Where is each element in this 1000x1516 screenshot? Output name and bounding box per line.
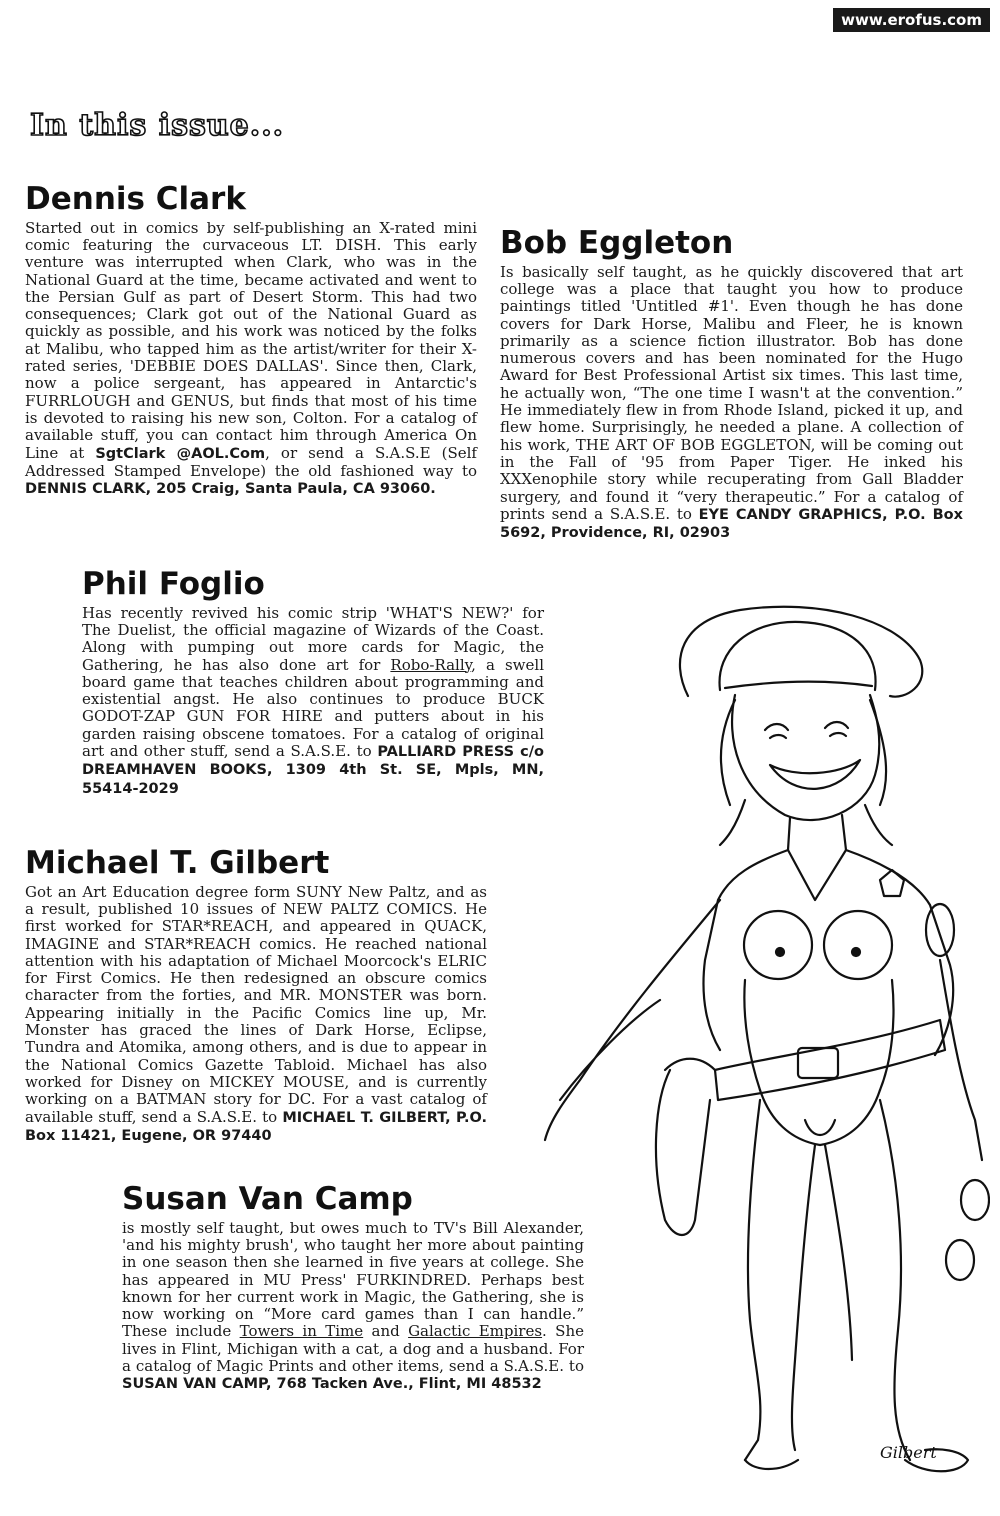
bio-and: and [363,1322,409,1341]
badge [880,870,904,896]
bio-body: Started out in comics by self-publishing an X-rated mini comic featuring the curvaceous LT. DISH. This early venture was interrupted when Clark, who was in the National Guard at the time, became activated and went to the Persian Gulf as part of Desert Storm. This had two consequences; Clark got out of the National Guard as quickly as possible, and his work was noticed by the folks at Malibu, who tapped him as the artist/writer for their X-rated series, 'DEBBIE DOES DALLAS'. Since then, Clark, now a police sergeant, has appeared in Antarctic's FURRLOUGH and GENUS, but finds that most of his time is devoted to raising his new son, Colton. For a catalog of available stuff, you can contact him through America On Line at [25,218,477,462]
bio-name: Michael T. Gilbert [25,845,330,881]
bio-name: Bob Eggleton [500,225,734,261]
hat-brim [680,607,922,697]
torso-left [744,980,760,1090]
bio-phil-foglio [82,567,544,798]
face [732,695,879,820]
arm-left [545,900,720,1140]
breast-right [824,911,892,979]
gun-grip [665,1059,715,1070]
foot-left [745,1460,798,1469]
cowgirl-illustration [520,600,990,1480]
hat-band [725,682,872,688]
bio-title-1: Towers in Time [239,1322,364,1341]
bio-name: Phil Foglio [82,566,265,602]
smile [770,760,860,789]
bio-bob-eggleton [500,226,963,542]
leg-left [745,1100,760,1460]
holster [656,1070,710,1235]
bio-dennis-clark [25,182,477,498]
bio-text [25,220,477,499]
bio-name: Susan Van Camp [122,1181,413,1217]
bio-body-2: , a swell board game that teaches children about programming and existential angst. He also continues to produce BUCK GODOT-ZAP GUN FOR HIRE and putters about in his garden raising obscene tomatoes. For a catalog of original art and other stuff, send a S.A.S.E. to [82,655,544,761]
handcuff-2 [946,1240,974,1280]
bio-address: SUSAN VAN CAMP, 768 Tacken Ave., Flint, MI 48532 [122,1376,542,1393]
artist-signature: Gilbert [880,1443,937,1462]
leg-left-inner [792,1145,815,1450]
eye-right [825,722,848,736]
hat-crown [720,622,876,690]
bio-text [500,264,963,543]
bio-title-2: Galactic Empires [408,1322,543,1341]
bio-text [82,605,544,798]
bio-address: DENNIS CLARK, 205 Craig, Santa Paula, CA 93060. [25,481,436,498]
arm-right [940,960,982,1160]
watermark: www.erofus.com [833,8,990,32]
shirt-right [846,850,953,1055]
bio-text [122,1220,584,1394]
bio-address: PALLIARD PRESS c/o DREAMHAVEN BOOKS, 1309 4th St. SE, Mpls, MN, 55414-2029 [82,744,544,797]
bio-address: EYE CANDY GRAPHICS, P.O. Box 5692, Providence, RI, 02903 [500,506,963,542]
belt [715,1020,945,1100]
bio-name: Dennis Clark [25,181,246,217]
eye-left [765,724,788,738]
leg-right-inner [825,1145,852,1360]
bio-michael-gilbert [25,846,487,1145]
page-heading: In this issue... [30,108,285,143]
leg-right [880,1100,910,1460]
bio-body-2: . She lives in Flint, Michigan with a cat, a dog and a husband. For a catalog of Magic Prints and other items, send a S.A.S.E. to [122,1322,584,1376]
breast-left [744,911,812,979]
bio-body: Got an Art Education degree form SUNY New Paltz, and as a result, published 10 issues of NEW PALTZ COMICS. He first worked for STAR*REACH, and appeared in QUACK, IMAGINE and STAR*REACH comics. He reached national attention with his adaptation of Michael Moorcock's ELRIC for First Comics. He then redesigned an obscure comics character from the forties, and MR. MONSTER was born. Appearing initially in the Pacific Comics line up, Mr. Monster has graced the lines of Dark Horse, Eclipse, Tundra and Atomika, among others, and is due to appear in the National Comics Gazette Tabloid. Michael has also worked for Disney on MICKEY MOUSE, and is currently working on a BATMAN story for DC. For a vast catalog of available stuff, send a S.A.S.E. to [25,882,487,1126]
bio-body: is mostly self taught, but owes much to TV's Bill Alexander, 'and his mighty brush', who taught her more about painting in one season then she learned in five years at college. She has appeared in MU Press' FURKINDRED. Perhaps best known for her current work in Magic, the Gathering, she is now working on “More card games than I can handle.” These include [122,1218,584,1341]
bio-susan-van-camp [122,1182,584,1394]
bio-address: MICHAEL T. GILBERT, P.O. Box 11421, Eugene, OR 97440 [25,1109,488,1144]
bio-body-2: , or send a S.A.S.E (Self Addressed Stamped Envelope) the old fashioned way to [25,443,477,480]
pubic-area [805,1120,835,1135]
bio-email: SgtClark @AOL.Com [95,445,266,462]
shoulder-patch [926,904,954,956]
hips [760,1090,880,1145]
bio-title: Robo-Rally [390,655,472,674]
handcuff-1 [961,1180,989,1220]
bio-body: Has recently revived his comic strip 'WHAT'S NEW?' for The Duelist, the official magazine of Wizards of the Coast. Along with pumping out more cards for Magic, the Gathering, he has also done art for [82,603,544,674]
bio-body: Is basically self taught, as he quickly discovered that art college was a place that taught you how to produce paintings titled 'Untitled #1'. Even though he has done covers for Dark Horse, Malibu and Fleer, he is known primarily as a science fiction illustrator. Bob has done numerous covers and has been nominated for the Hugo Award for Best Professional Artist six times. This last time, he actually won, “The one time I wasn't at the convention.” He immediately flew in from Rhode Island, picked it up, and flew home. Surprisingly, he needed a plane. A collection of his work, THE ART OF BOB EGGLETON, will be coming out in the Fall of '95 from Paper Tiger. He inked his XXXenophile story while recuperating from Gall Bladder surgery, and found it “very therapeutic.” For a catalog of prints send a S.A.S.E. to [500,262,963,523]
collar [788,850,846,900]
bio-text [25,884,487,1145]
